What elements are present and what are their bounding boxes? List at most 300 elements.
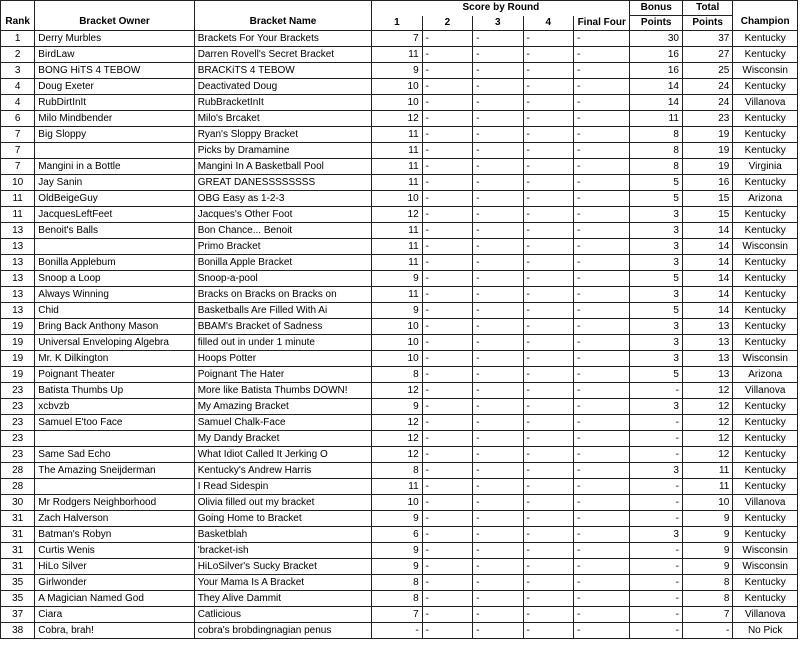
round-1-cell: 9 bbox=[372, 303, 422, 319]
owner-cell: Batman's Robyn bbox=[35, 527, 194, 543]
round-4-cell: - bbox=[523, 607, 573, 623]
table-row bbox=[1, 351, 798, 367]
round-4-cell: - bbox=[523, 127, 573, 143]
rank-cell: 35 bbox=[1, 591, 35, 607]
champion-cell: Kentucky bbox=[733, 479, 798, 495]
table-row bbox=[1, 527, 798, 543]
final-four-cell: - bbox=[573, 175, 630, 191]
total-points-cell: 19 bbox=[682, 127, 732, 143]
total-points-cell: 9 bbox=[682, 527, 732, 543]
round-2-cell: - bbox=[422, 575, 472, 591]
final-four-cell: - bbox=[573, 431, 630, 447]
round-4-cell: - bbox=[523, 143, 573, 159]
total-points-cell: 8 bbox=[682, 591, 732, 607]
final-four-cell: - bbox=[573, 623, 630, 639]
round-2-cell: - bbox=[422, 95, 472, 111]
final-four-cell: - bbox=[573, 351, 630, 367]
table-row bbox=[1, 63, 798, 79]
champion-cell: Kentucky bbox=[733, 255, 798, 271]
round-4-cell: - bbox=[523, 559, 573, 575]
round-1-cell: 8 bbox=[372, 367, 422, 383]
table-row bbox=[1, 79, 798, 95]
owner-cell: HiLo Silver bbox=[35, 559, 194, 575]
bracket-name-cell: My Amazing Bracket bbox=[194, 399, 372, 415]
bonus-points-cell: 3 bbox=[630, 399, 682, 415]
champion-cell: Kentucky bbox=[733, 271, 798, 287]
round-4-cell: - bbox=[523, 79, 573, 95]
bracket-name-cell: Mangini In A Basketball Pool bbox=[194, 159, 372, 175]
champion-cell: Kentucky bbox=[733, 303, 798, 319]
champion-cell: Kentucky bbox=[733, 335, 798, 351]
champion-cell: Wisconsin bbox=[733, 543, 798, 559]
rank-cell: 13 bbox=[1, 271, 35, 287]
bracket-name-cell: Brackets For Your Brackets bbox=[194, 31, 372, 47]
owner-cell: Ciara bbox=[35, 607, 194, 623]
owner-cell: Samuel E'too Face bbox=[35, 415, 194, 431]
final-four-cell: - bbox=[573, 287, 630, 303]
round-1-cell: 12 bbox=[372, 111, 422, 127]
round-4-cell: - bbox=[523, 383, 573, 399]
header-bracket-owner: Bracket Owner bbox=[35, 1, 194, 31]
table-row bbox=[1, 447, 798, 463]
champion-cell: Arizona bbox=[733, 367, 798, 383]
bracket-name-cell: 'bracket-ish bbox=[194, 543, 372, 559]
bracket-name-cell: BRACKiTS 4 TEBOW bbox=[194, 63, 372, 79]
round-3-cell: - bbox=[473, 447, 523, 463]
bracket-name-cell: Olivia filled out my bracket bbox=[194, 495, 372, 511]
round-2-cell: - bbox=[422, 479, 472, 495]
final-four-cell: - bbox=[573, 191, 630, 207]
round-4-cell: - bbox=[523, 31, 573, 47]
bracket-name-cell: Picks by Dramamine bbox=[194, 143, 372, 159]
bonus-points-cell: - bbox=[630, 479, 682, 495]
final-four-cell: - bbox=[573, 111, 630, 127]
total-points-cell: 9 bbox=[682, 543, 732, 559]
round-4-cell: - bbox=[523, 271, 573, 287]
round-4-cell: - bbox=[523, 447, 573, 463]
round-4-cell: - bbox=[523, 511, 573, 527]
round-1-cell: 6 bbox=[372, 527, 422, 543]
round-2-cell: - bbox=[422, 207, 472, 223]
bracket-name-cell: Milo's Brcaket bbox=[194, 111, 372, 127]
round-4-cell: - bbox=[523, 191, 573, 207]
bonus-points-cell: 3 bbox=[630, 319, 682, 335]
bracket-name-cell: Basketballs Are Filled With Ai bbox=[194, 303, 372, 319]
champion-cell: Villanova bbox=[733, 495, 798, 511]
champion-cell: Virginia bbox=[733, 159, 798, 175]
round-3-cell: - bbox=[473, 287, 523, 303]
round-4-cell: - bbox=[523, 287, 573, 303]
total-points-cell: 10 bbox=[682, 495, 732, 511]
rank-cell: 28 bbox=[1, 463, 35, 479]
final-four-cell: - bbox=[573, 383, 630, 399]
total-points-cell: 13 bbox=[682, 319, 732, 335]
table-row bbox=[1, 127, 798, 143]
round-4-cell: - bbox=[523, 47, 573, 63]
bonus-points-cell: 3 bbox=[630, 287, 682, 303]
final-four-cell: - bbox=[573, 127, 630, 143]
round-3-cell: - bbox=[473, 607, 523, 623]
champion-cell: Kentucky bbox=[733, 415, 798, 431]
owner-cell: BirdLaw bbox=[35, 47, 194, 63]
rank-cell: 23 bbox=[1, 447, 35, 463]
header-round-3: 3 bbox=[473, 16, 523, 31]
round-2-cell: - bbox=[422, 447, 472, 463]
bracket-name-cell: Jacques's Other Foot bbox=[194, 207, 372, 223]
round-4-cell: - bbox=[523, 415, 573, 431]
round-2-cell: - bbox=[422, 303, 472, 319]
round-3-cell: - bbox=[473, 239, 523, 255]
rank-cell: 7 bbox=[1, 159, 35, 175]
bonus-points-cell: 3 bbox=[630, 463, 682, 479]
owner-cell: The Amazing Sneijderman bbox=[35, 463, 194, 479]
rank-cell: 7 bbox=[1, 143, 35, 159]
owner-cell: Batista Thumbs Up bbox=[35, 383, 194, 399]
round-1-cell: 12 bbox=[372, 415, 422, 431]
round-1-cell: 12 bbox=[372, 207, 422, 223]
owner-cell: Poignant Theater bbox=[35, 367, 194, 383]
round-2-cell: - bbox=[422, 111, 472, 127]
round-4-cell: - bbox=[523, 399, 573, 415]
round-2-cell: - bbox=[422, 223, 472, 239]
bracket-name-cell: What Idiot Called It Jerking O bbox=[194, 447, 372, 463]
round-4-cell: - bbox=[523, 95, 573, 111]
round-4-cell: - bbox=[523, 591, 573, 607]
bracket-name-cell: Samuel Chalk-Face bbox=[194, 415, 372, 431]
total-points-cell: 11 bbox=[682, 479, 732, 495]
header-champion: Champion bbox=[733, 1, 798, 31]
round-3-cell: - bbox=[473, 191, 523, 207]
bonus-points-cell: 3 bbox=[630, 351, 682, 367]
round-3-cell: - bbox=[473, 335, 523, 351]
round-2-cell: - bbox=[422, 527, 472, 543]
total-points-cell: 9 bbox=[682, 511, 732, 527]
round-1-cell: 11 bbox=[372, 287, 422, 303]
bracket-name-cell: Darren Rovell's Secret Bracket bbox=[194, 47, 372, 63]
round-3-cell: - bbox=[473, 207, 523, 223]
bonus-points-cell: - bbox=[630, 591, 682, 607]
total-points-cell: 8 bbox=[682, 575, 732, 591]
final-four-cell: - bbox=[573, 591, 630, 607]
rank-cell: 4 bbox=[1, 79, 35, 95]
total-points-cell: 19 bbox=[682, 159, 732, 175]
round-2-cell: - bbox=[422, 191, 472, 207]
champion-cell: Kentucky bbox=[733, 47, 798, 63]
table-row bbox=[1, 223, 798, 239]
bonus-points-cell: 5 bbox=[630, 191, 682, 207]
table-row bbox=[1, 319, 798, 335]
table-row bbox=[1, 463, 798, 479]
header-round-4: 4 bbox=[523, 16, 573, 31]
round-4-cell: - bbox=[523, 111, 573, 127]
rank-cell: 4 bbox=[1, 95, 35, 111]
owner-cell: BONG HiTS 4 TEBOW bbox=[35, 63, 194, 79]
header-score-by-round: Score by Round bbox=[372, 1, 630, 16]
bonus-points-cell: - bbox=[630, 431, 682, 447]
round-1-cell: 10 bbox=[372, 335, 422, 351]
final-four-cell: - bbox=[573, 79, 630, 95]
rank-cell: 30 bbox=[1, 495, 35, 511]
header-final-four: Final Four bbox=[573, 16, 630, 31]
round-4-cell: - bbox=[523, 255, 573, 271]
champion-cell: Kentucky bbox=[733, 143, 798, 159]
round-2-cell: - bbox=[422, 143, 472, 159]
round-3-cell: - bbox=[473, 511, 523, 527]
bonus-points-cell: - bbox=[630, 495, 682, 511]
round-3-cell: - bbox=[473, 319, 523, 335]
rank-cell: 23 bbox=[1, 399, 35, 415]
round-3-cell: - bbox=[473, 479, 523, 495]
round-1-cell: 11 bbox=[372, 47, 422, 63]
round-3-cell: - bbox=[473, 383, 523, 399]
rank-cell: 35 bbox=[1, 575, 35, 591]
rank-cell: 10 bbox=[1, 175, 35, 191]
round-3-cell: - bbox=[473, 175, 523, 191]
round-3-cell: - bbox=[473, 223, 523, 239]
table-row bbox=[1, 143, 798, 159]
round-4-cell: - bbox=[523, 431, 573, 447]
total-points-cell: 12 bbox=[682, 447, 732, 463]
bracket-name-cell: Hoops Potter bbox=[194, 351, 372, 367]
owner-cell: Derry Murbles bbox=[35, 31, 194, 47]
champion-cell: Wisconsin bbox=[733, 239, 798, 255]
round-2-cell: - bbox=[422, 319, 472, 335]
final-four-cell: - bbox=[573, 463, 630, 479]
round-2-cell: - bbox=[422, 351, 472, 367]
table-row bbox=[1, 575, 798, 591]
final-four-cell: - bbox=[573, 335, 630, 351]
round-2-cell: - bbox=[422, 31, 472, 47]
round-4-cell: - bbox=[523, 159, 573, 175]
round-3-cell: - bbox=[473, 31, 523, 47]
round-4-cell: - bbox=[523, 543, 573, 559]
rank-cell: 38 bbox=[1, 623, 35, 639]
champion-cell: Kentucky bbox=[733, 591, 798, 607]
round-1-cell: 11 bbox=[372, 239, 422, 255]
table-row bbox=[1, 559, 798, 575]
total-points-cell: 7 bbox=[682, 607, 732, 623]
round-2-cell: - bbox=[422, 159, 472, 175]
round-4-cell: - bbox=[523, 207, 573, 223]
table-row bbox=[1, 47, 798, 63]
header-bonus-line2: Points bbox=[630, 16, 682, 31]
round-4-cell: - bbox=[523, 319, 573, 335]
champion-cell: Kentucky bbox=[733, 79, 798, 95]
round-3-cell: - bbox=[473, 63, 523, 79]
table-row bbox=[1, 239, 798, 255]
rank-cell: 13 bbox=[1, 223, 35, 239]
champion-cell: Kentucky bbox=[733, 111, 798, 127]
table-row bbox=[1, 479, 798, 495]
round-2-cell: - bbox=[422, 463, 472, 479]
round-3-cell: - bbox=[473, 367, 523, 383]
round-1-cell: 11 bbox=[372, 159, 422, 175]
round-3-cell: - bbox=[473, 591, 523, 607]
final-four-cell: - bbox=[573, 447, 630, 463]
final-four-cell: - bbox=[573, 223, 630, 239]
table-header bbox=[1, 1, 798, 31]
owner-cell: Same Sad Echo bbox=[35, 447, 194, 463]
round-3-cell: - bbox=[473, 111, 523, 127]
bonus-points-cell: - bbox=[630, 415, 682, 431]
bonus-points-cell: 3 bbox=[630, 239, 682, 255]
round-1-cell: 11 bbox=[372, 175, 422, 191]
bracket-name-cell: Catlicious bbox=[194, 607, 372, 623]
rank-cell: 28 bbox=[1, 479, 35, 495]
round-1-cell: 11 bbox=[372, 255, 422, 271]
champion-cell: Villanova bbox=[733, 383, 798, 399]
owner-cell: OldBeigeGuy bbox=[35, 191, 194, 207]
bonus-points-cell: 3 bbox=[630, 255, 682, 271]
champion-cell: Kentucky bbox=[733, 223, 798, 239]
champion-cell: Kentucky bbox=[733, 175, 798, 191]
owner-cell: Bring Back Anthony Mason bbox=[35, 319, 194, 335]
rank-cell: 13 bbox=[1, 287, 35, 303]
bracket-name-cell: Going Home to Bracket bbox=[194, 511, 372, 527]
bracket-name-cell: HiLoSilver's Sucky Bracket bbox=[194, 559, 372, 575]
owner-cell: Big Sloppy bbox=[35, 127, 194, 143]
total-points-cell: 15 bbox=[682, 191, 732, 207]
total-points-cell: 16 bbox=[682, 175, 732, 191]
owner-cell: Benoit's Balls bbox=[35, 223, 194, 239]
owner-cell bbox=[35, 239, 194, 255]
rank-cell: 31 bbox=[1, 559, 35, 575]
total-points-cell: 25 bbox=[682, 63, 732, 79]
bonus-points-cell: - bbox=[630, 511, 682, 527]
bracket-name-cell: Your Mama Is A Bracket bbox=[194, 575, 372, 591]
rank-cell: 37 bbox=[1, 607, 35, 623]
round-1-cell: 8 bbox=[372, 575, 422, 591]
table-body bbox=[1, 31, 798, 639]
round-3-cell: - bbox=[473, 463, 523, 479]
table-row bbox=[1, 543, 798, 559]
rank-cell: 3 bbox=[1, 63, 35, 79]
round-1-cell: 8 bbox=[372, 591, 422, 607]
rank-cell: 23 bbox=[1, 431, 35, 447]
final-four-cell: - bbox=[573, 143, 630, 159]
bracket-name-cell: My Dandy Bracket bbox=[194, 431, 372, 447]
round-3-cell: - bbox=[473, 431, 523, 447]
bracket-name-cell: Ryan's Sloppy Bracket bbox=[194, 127, 372, 143]
table-row bbox=[1, 303, 798, 319]
round-2-cell: - bbox=[422, 511, 472, 527]
round-2-cell: - bbox=[422, 431, 472, 447]
table-row bbox=[1, 31, 798, 47]
final-four-cell: - bbox=[573, 575, 630, 591]
champion-cell: Kentucky bbox=[733, 207, 798, 223]
table-row bbox=[1, 399, 798, 415]
round-2-cell: - bbox=[422, 127, 472, 143]
round-1-cell: 9 bbox=[372, 63, 422, 79]
total-points-cell: 37 bbox=[682, 31, 732, 47]
bracket-name-cell: Bonilla Apple Bracket bbox=[194, 255, 372, 271]
round-1-cell: 12 bbox=[372, 383, 422, 399]
owner-cell: RubDirtInIt bbox=[35, 95, 194, 111]
owner-cell: Mr. K Dilkington bbox=[35, 351, 194, 367]
round-3-cell: - bbox=[473, 623, 523, 639]
champion-cell: Wisconsin bbox=[733, 63, 798, 79]
header-bracket-name: Bracket Name bbox=[194, 1, 372, 31]
round-4-cell: - bbox=[523, 479, 573, 495]
round-4-cell: - bbox=[523, 527, 573, 543]
total-points-cell: 9 bbox=[682, 559, 732, 575]
round-2-cell: - bbox=[422, 287, 472, 303]
table-row bbox=[1, 191, 798, 207]
round-1-cell: 11 bbox=[372, 143, 422, 159]
champion-cell: No Pick bbox=[733, 623, 798, 639]
champion-cell: Kentucky bbox=[733, 431, 798, 447]
round-4-cell: - bbox=[523, 303, 573, 319]
owner-cell: Always Winning bbox=[35, 287, 194, 303]
rank-cell: 19 bbox=[1, 335, 35, 351]
owner-cell bbox=[35, 479, 194, 495]
header-round-1: 1 bbox=[372, 16, 422, 31]
rank-cell: 23 bbox=[1, 415, 35, 431]
final-four-cell: - bbox=[573, 559, 630, 575]
final-four-cell: - bbox=[573, 607, 630, 623]
round-3-cell: - bbox=[473, 143, 523, 159]
rank-cell: 31 bbox=[1, 543, 35, 559]
round-2-cell: - bbox=[422, 47, 472, 63]
total-points-cell: 12 bbox=[682, 383, 732, 399]
owner-cell: Doug Exeter bbox=[35, 79, 194, 95]
champion-cell: Kentucky bbox=[733, 511, 798, 527]
owner-cell: A Magician Named God bbox=[35, 591, 194, 607]
round-1-cell: 10 bbox=[372, 319, 422, 335]
round-1-cell: 12 bbox=[372, 447, 422, 463]
bracket-name-cell: I Read Sidespin bbox=[194, 479, 372, 495]
table-row bbox=[1, 495, 798, 511]
owner-cell bbox=[35, 431, 194, 447]
table-row bbox=[1, 111, 798, 127]
total-points-cell: 24 bbox=[682, 79, 732, 95]
total-points-cell: 24 bbox=[682, 95, 732, 111]
bonus-points-cell: 5 bbox=[630, 271, 682, 287]
owner-cell: JacquesLeftFeet bbox=[35, 207, 194, 223]
bracket-name-cell: Snoop-a-pool bbox=[194, 271, 372, 287]
bonus-points-cell: - bbox=[630, 447, 682, 463]
final-four-cell: - bbox=[573, 95, 630, 111]
final-four-cell: - bbox=[573, 31, 630, 47]
total-points-cell: 13 bbox=[682, 367, 732, 383]
round-1-cell: 10 bbox=[372, 79, 422, 95]
round-1-cell: 10 bbox=[372, 351, 422, 367]
bracket-name-cell: Basketblah bbox=[194, 527, 372, 543]
owner-cell: Mangini in a Bottle bbox=[35, 159, 194, 175]
round-3-cell: - bbox=[473, 271, 523, 287]
rank-cell: 6 bbox=[1, 111, 35, 127]
rank-cell: 31 bbox=[1, 527, 35, 543]
final-four-cell: - bbox=[573, 527, 630, 543]
table-row bbox=[1, 207, 798, 223]
total-points-cell: 13 bbox=[682, 351, 732, 367]
total-points-cell: 13 bbox=[682, 335, 732, 351]
round-3-cell: - bbox=[473, 303, 523, 319]
final-four-cell: - bbox=[573, 47, 630, 63]
bracket-name-cell: filled out in under 1 minute bbox=[194, 335, 372, 351]
bonus-points-cell: 3 bbox=[630, 207, 682, 223]
round-4-cell: - bbox=[523, 367, 573, 383]
champion-cell: Kentucky bbox=[733, 463, 798, 479]
table-row bbox=[1, 367, 798, 383]
round-2-cell: - bbox=[422, 559, 472, 575]
bonus-points-cell: - bbox=[630, 607, 682, 623]
bonus-points-cell: 8 bbox=[630, 127, 682, 143]
bracket-name-cell: They Alive Dammit bbox=[194, 591, 372, 607]
round-2-cell: - bbox=[422, 415, 472, 431]
owner-cell: Curtis Wenis bbox=[35, 543, 194, 559]
bonus-points-cell: 5 bbox=[630, 175, 682, 191]
